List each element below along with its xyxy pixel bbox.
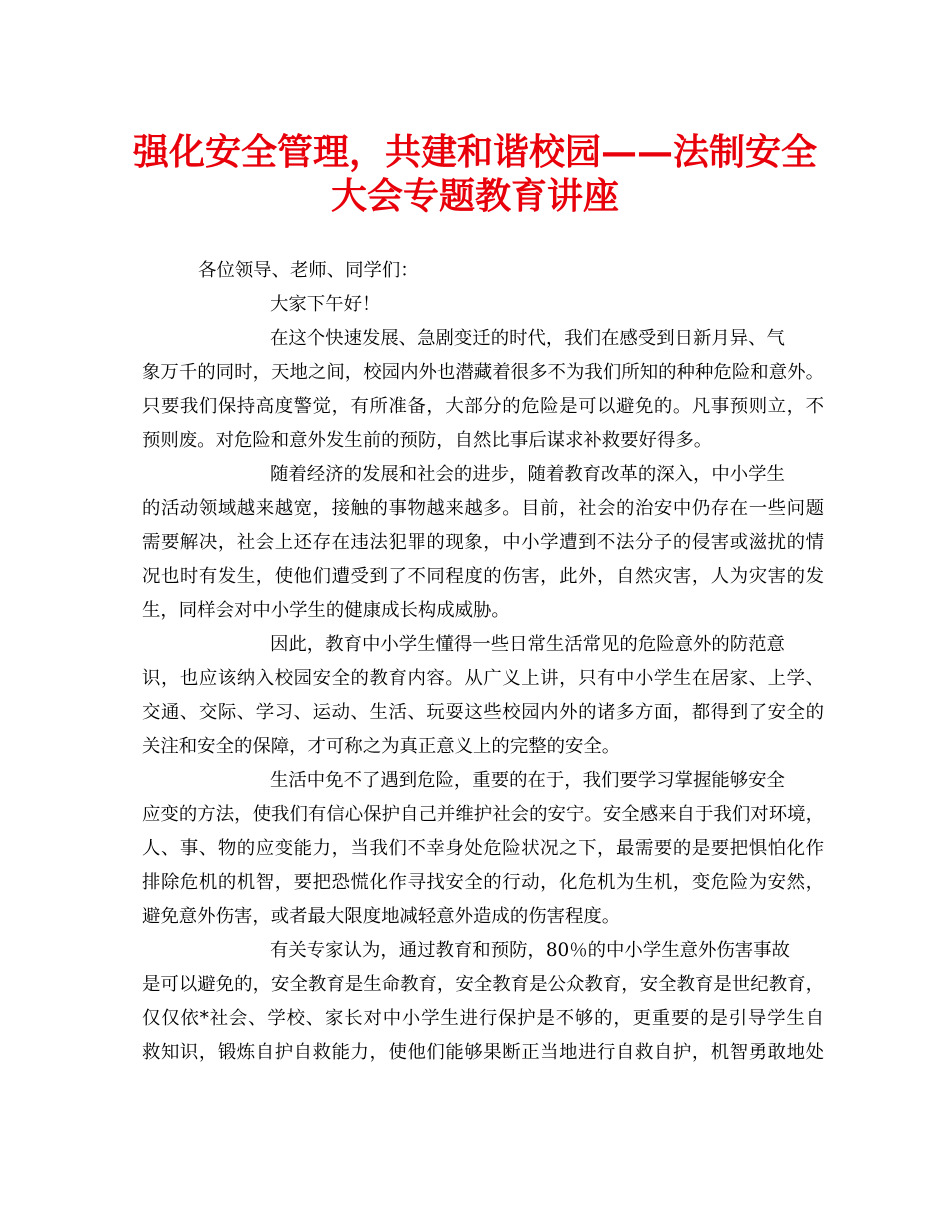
paragraph-line: 是可以避免的，安全教育是生命教育，安全教育是公众教育，安全教育是世纪教育，: [142, 974, 824, 995]
greeting: 大家下午好！: [270, 294, 381, 315]
paragraph-5: [142, 934, 824, 1070]
paragraph-1: [142, 322, 824, 458]
paragraph-line: 避免意外伤害，或者最大限度地减轻意外造成的伤害程度。: [142, 906, 621, 927]
paragraph-line: 因此，教育中小学生懂得一些日常生活常见的危险意外的防范意: [270, 634, 785, 655]
paragraph-line: 的活动领域越来越宽，接触的事物越来越多。目前，社会的治安中仍存在一些问题: [142, 498, 824, 519]
document-title-line-1: 强化安全管理，共建和谐校园——法制安全: [132, 131, 817, 173]
paragraph-line: 只要我们保持高度警觉，有所准备，大部分的危险是可以避免的。凡事预则立，不: [142, 396, 824, 417]
paragraph-3: [142, 628, 824, 764]
paragraph-4: [142, 764, 824, 934]
paragraph-line: 关注和安全的保障，才可称之为真正意义上的完整的安全。: [142, 736, 621, 757]
paragraph-line: 生活中免不了遇到危险，重要的在于，我们要学习掌握能够安全: [270, 770, 785, 791]
paragraph-line: 生，同样会对中小学生的健康成长构成威胁。: [142, 600, 510, 621]
paragraph-line: 救知识，锻炼自护自救能力，使他们能够果断正当地进行自救自护，机智勇敢地处: [142, 1042, 824, 1063]
document-title-line-2: 大会专题教育讲座: [330, 175, 619, 217]
paragraph-line: 随着经济的发展和社会的进步，随着教育改革的深入，中小学生: [270, 464, 785, 485]
paragraph-line: 象万千的同时，天地之间，校园内外也潜藏着很多不为我们所知的种种危险和意外。: [142, 362, 824, 383]
paragraph-line: 预则废。对危险和意外发生前的预防，自然比事后谋求补救要好得多。: [142, 430, 713, 451]
paragraph-line: 需要解决，社会上还存在违法犯罪的现象，中小学遭到不法分子的侵害或滋扰的情: [142, 532, 824, 553]
salutation: 各位领导、老师、同学们：: [198, 260, 419, 281]
document-body: [142, 254, 824, 1070]
paragraph-line: 应变的方法，使我们有信心保护自己并维护社会的安宁。安全感来自于我们对环境，: [142, 804, 824, 825]
paragraph-2: [142, 458, 824, 628]
paragraph-line: 况也时有发生，使他们遭受到了不同程度的伤害，此外，自然灾害，人为灾害的发: [142, 566, 824, 587]
paragraph-line: 交通、交际、学习、运动、生活、玩耍这些校园内外的诸多方面，都得到了安全的: [142, 702, 824, 723]
paragraph-line: 识，也应该纳入校园安全的教育内容。从广义上讲，只有中小学生在居家、上学、: [142, 668, 824, 689]
paragraph-line: 有关专家认为，通过教育和预防，80％的中小学生意外伤害事故: [270, 940, 790, 961]
paragraph-line: 在这个快速发展、急剧变迁的时代，我们在感受到日新月异、气: [270, 328, 785, 349]
paragraph-line: 人、事、物的应变能力，当我们不幸身处危险状况之下，最需要的是要把惧怕化作: [142, 838, 824, 859]
paragraph-line: 仅仅依*社会、学校、家长对中小学生进行保护是不够的，更重要的是引导学生自: [142, 1008, 824, 1029]
paragraph-line: 排除危机的机智，要把恐慌化作寻找安全的行动，化危机为生机，变危险为安然，: [142, 872, 824, 893]
